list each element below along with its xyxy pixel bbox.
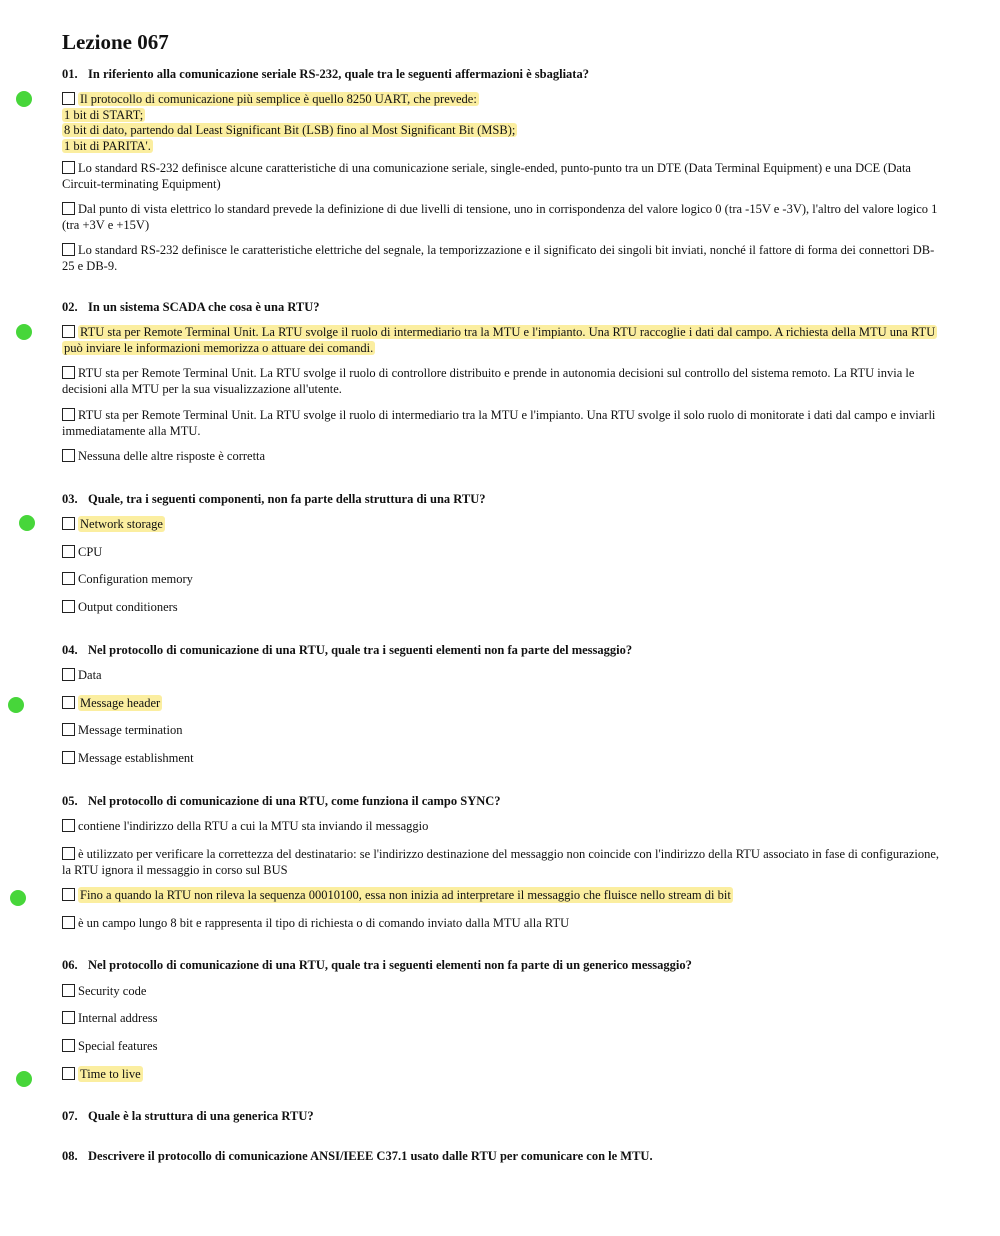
answer-checkbox[interactable] bbox=[62, 1011, 75, 1024]
question-number: 08. bbox=[62, 1149, 78, 1163]
highlighted-answer-text: Fino a quando la RTU non rileva la sequenza 00010100, essa non inizia ad interpretare il messaggio che fluisce nello stream di bit bbox=[80, 888, 731, 902]
answer-option bbox=[62, 723, 942, 739]
question-07 bbox=[62, 1108, 942, 1124]
highlighted-answer-text: Time to live bbox=[80, 1067, 141, 1081]
answer-option bbox=[62, 572, 942, 588]
question-text: Descrivere il protocollo di comunicazione ANSI/IEEE C37.1 usato dalle RTU per comunicare con le MTU. bbox=[88, 1149, 653, 1163]
question-number: 07. bbox=[62, 1109, 78, 1123]
answer-checkbox[interactable] bbox=[62, 243, 75, 256]
answer-text: Nessuna delle altre risposte è corretta bbox=[78, 449, 266, 463]
correct-answer-dot bbox=[16, 1071, 32, 1087]
correct-answer-dot bbox=[10, 890, 26, 906]
highlighted-answer-text: Message header bbox=[80, 696, 161, 710]
highlighted-answer-text: Il protocollo di comunicazione più semplice è quello 8250 UART, che prevede: bbox=[80, 92, 477, 106]
answer-option bbox=[62, 916, 942, 932]
answer-option bbox=[62, 984, 942, 1000]
question-02 bbox=[62, 299, 942, 315]
question-number: 06. bbox=[62, 958, 78, 972]
question-text: Quale è la struttura di una generica RTU? bbox=[88, 1109, 314, 1123]
answer-text: Data bbox=[78, 668, 102, 682]
correct-answer-dot bbox=[19, 515, 35, 531]
answer-checkbox[interactable] bbox=[62, 366, 75, 379]
answer-option bbox=[62, 408, 942, 439]
highlighted-answer-text: 1 bit di PARITA'. bbox=[64, 138, 151, 153]
highlighted-answer-text: 8 bit di dato, partendo dal Least Significant Bit (LSB) fino al Most Significant Bit (MSB); bbox=[64, 123, 516, 137]
answer-text: è utilizzato per verificare la correttezza del destinatario: se l'indirizzo destinazione del messaggio non coincide con l'indirizzo della RTU associato in fase di configurazione, la RTU ignora il messaggio in corso sul BUS bbox=[62, 847, 940, 877]
answer-text: Security code bbox=[78, 984, 147, 998]
answer-text: è un campo lungo 8 bit e rappresenta il tipo di richiesta o di comando inviato dalla MTU alla RTU bbox=[78, 916, 570, 930]
correct-answer-dot bbox=[16, 324, 32, 340]
question-08 bbox=[62, 1148, 942, 1164]
answer-text: Message termination bbox=[78, 723, 183, 737]
answer-option bbox=[62, 517, 942, 533]
answer-checkbox[interactable] bbox=[62, 1067, 75, 1080]
answer-text: RTU sta per Remote Terminal Unit. La RTU svolge il ruolo di intermediario tra la MTU e l'impianto. Una RTU svolge il solo ruolo di monitorate i dati dal campo e inviarli immediatamente alla MTU. bbox=[62, 408, 936, 438]
question-text: Quale, tra i seguenti componenti, non fa parte della struttura di una RTU? bbox=[88, 492, 486, 506]
answer-checkbox[interactable] bbox=[62, 449, 75, 462]
answer-checkbox[interactable] bbox=[62, 408, 75, 421]
answer-option bbox=[62, 161, 942, 192]
answer-checkbox[interactable] bbox=[62, 668, 75, 681]
answer-checkbox[interactable] bbox=[62, 545, 75, 558]
question-number: 02. bbox=[62, 300, 78, 314]
answer-option bbox=[62, 600, 942, 616]
answer-text: contiene l'indirizzo della RTU a cui la MTU sta inviando il messaggio bbox=[78, 819, 429, 833]
answer-checkbox[interactable] bbox=[62, 161, 75, 174]
answer-text: Lo standard RS-232 definisce alcune caratteristiche di una comunicazione seriale, single-ended, punto-punto tra un DTE (Data Terminal Equipment) e una DCE (Data Circuit-terminating Equipment) bbox=[62, 161, 911, 191]
question-number: 04. bbox=[62, 643, 78, 657]
answer-checkbox[interactable] bbox=[62, 325, 75, 338]
answer-checkbox[interactable] bbox=[62, 517, 75, 530]
answer-text: Dal punto di vista elettrico lo standard prevede la definizione di due livelli di tensione, uno in corrispondenza del valore logico 0 (tra -15V e -3V), l'altro del valore logico 1 (tra +3V e +15V) bbox=[62, 202, 938, 232]
question-06 bbox=[62, 957, 942, 973]
answer-option bbox=[62, 1011, 942, 1027]
answer-checkbox[interactable] bbox=[62, 819, 75, 832]
question-text: In un sistema SCADA che cosa è una RTU? bbox=[88, 300, 320, 314]
question-number: 01. bbox=[62, 67, 78, 81]
answer-checkbox[interactable] bbox=[62, 984, 75, 997]
question-text: Nel protocollo di comunicazione di una RTU, come funziona il campo SYNC? bbox=[88, 794, 501, 808]
highlighted-answer-text: Network storage bbox=[80, 517, 163, 531]
question-text: Nel protocollo di comunicazione di una RTU, quale tra i seguenti elementi non fa parte del messaggio? bbox=[88, 643, 633, 657]
answer-text: Output conditioners bbox=[78, 600, 178, 614]
answer-option bbox=[62, 202, 942, 233]
answer-text: Lo standard RS-232 definisce le caratteristiche elettriche del segnale, la temporizzazione e il significato dei singoli bit inviati, nonché il fattore di forma dei connettori DB-25 e DB-9. bbox=[62, 243, 935, 273]
answer-checkbox[interactable] bbox=[62, 916, 75, 929]
answer-option bbox=[62, 449, 942, 465]
page-title: Lezione 067 bbox=[62, 30, 169, 54]
question-number: 03. bbox=[62, 492, 78, 506]
answer-option bbox=[62, 751, 942, 767]
question-04 bbox=[62, 642, 942, 658]
question-05 bbox=[62, 793, 942, 809]
answer-option bbox=[62, 366, 942, 397]
question-01 bbox=[62, 66, 942, 82]
answer-option bbox=[62, 847, 942, 878]
answer-option bbox=[62, 545, 942, 561]
answer-option bbox=[62, 696, 942, 712]
answer-option bbox=[62, 92, 942, 154]
answer-checkbox[interactable] bbox=[62, 92, 75, 105]
highlighted-answer-text: RTU sta per Remote Terminal Unit. La RTU svolge il ruolo di intermediario tra la MTU e l'impianto. Una RTU raccoglie i dati dal campo. A richiesta della MTU una RTU può inviare le informazioni memorizza o attuare dei comandi. bbox=[64, 325, 936, 355]
correct-answer-dot bbox=[8, 697, 24, 713]
answer-option bbox=[62, 1039, 942, 1055]
correct-answer-dot bbox=[16, 91, 32, 107]
answer-text: CPU bbox=[78, 545, 103, 559]
answer-text: Special features bbox=[78, 1039, 158, 1053]
answer-option bbox=[62, 888, 942, 904]
answer-checkbox[interactable] bbox=[62, 572, 75, 585]
question-text: Nel protocollo di comunicazione di una RTU, quale tra i seguenti elementi non fa parte di un generico messaggio? bbox=[88, 958, 692, 972]
answer-checkbox[interactable] bbox=[62, 202, 75, 215]
answer-text: Internal address bbox=[78, 1011, 158, 1025]
answer-option bbox=[62, 1067, 942, 1083]
answer-checkbox[interactable] bbox=[62, 888, 75, 901]
answer-option bbox=[62, 243, 942, 274]
answer-text: Message establishment bbox=[78, 751, 194, 765]
answer-checkbox[interactable] bbox=[62, 600, 75, 613]
answer-option bbox=[62, 819, 942, 835]
question-text: In riferiento alla comunicazione seriale RS-232, quale tra le seguenti affermazioni è sbagliata? bbox=[88, 67, 589, 81]
answer-checkbox[interactable] bbox=[62, 847, 75, 860]
answer-checkbox[interactable] bbox=[62, 723, 75, 736]
answer-option bbox=[62, 668, 942, 684]
highlighted-answer-text: 1 bit di START; bbox=[64, 107, 144, 122]
answer-checkbox[interactable] bbox=[62, 751, 75, 764]
question-number: 05. bbox=[62, 794, 78, 808]
answer-text: RTU sta per Remote Terminal Unit. La RTU svolge il ruolo di controllore distribuito e prende in autonomia decisioni sul controllo del sistema remoto. La RTU invia le decisioni alla MTU per la sua visualizzazione all'utente. bbox=[62, 366, 915, 396]
question-03 bbox=[62, 491, 942, 507]
answer-text: Configuration memory bbox=[78, 572, 193, 586]
answer-checkbox[interactable] bbox=[62, 696, 75, 709]
answer-checkbox[interactable] bbox=[62, 1039, 75, 1052]
answer-option bbox=[62, 325, 942, 356]
